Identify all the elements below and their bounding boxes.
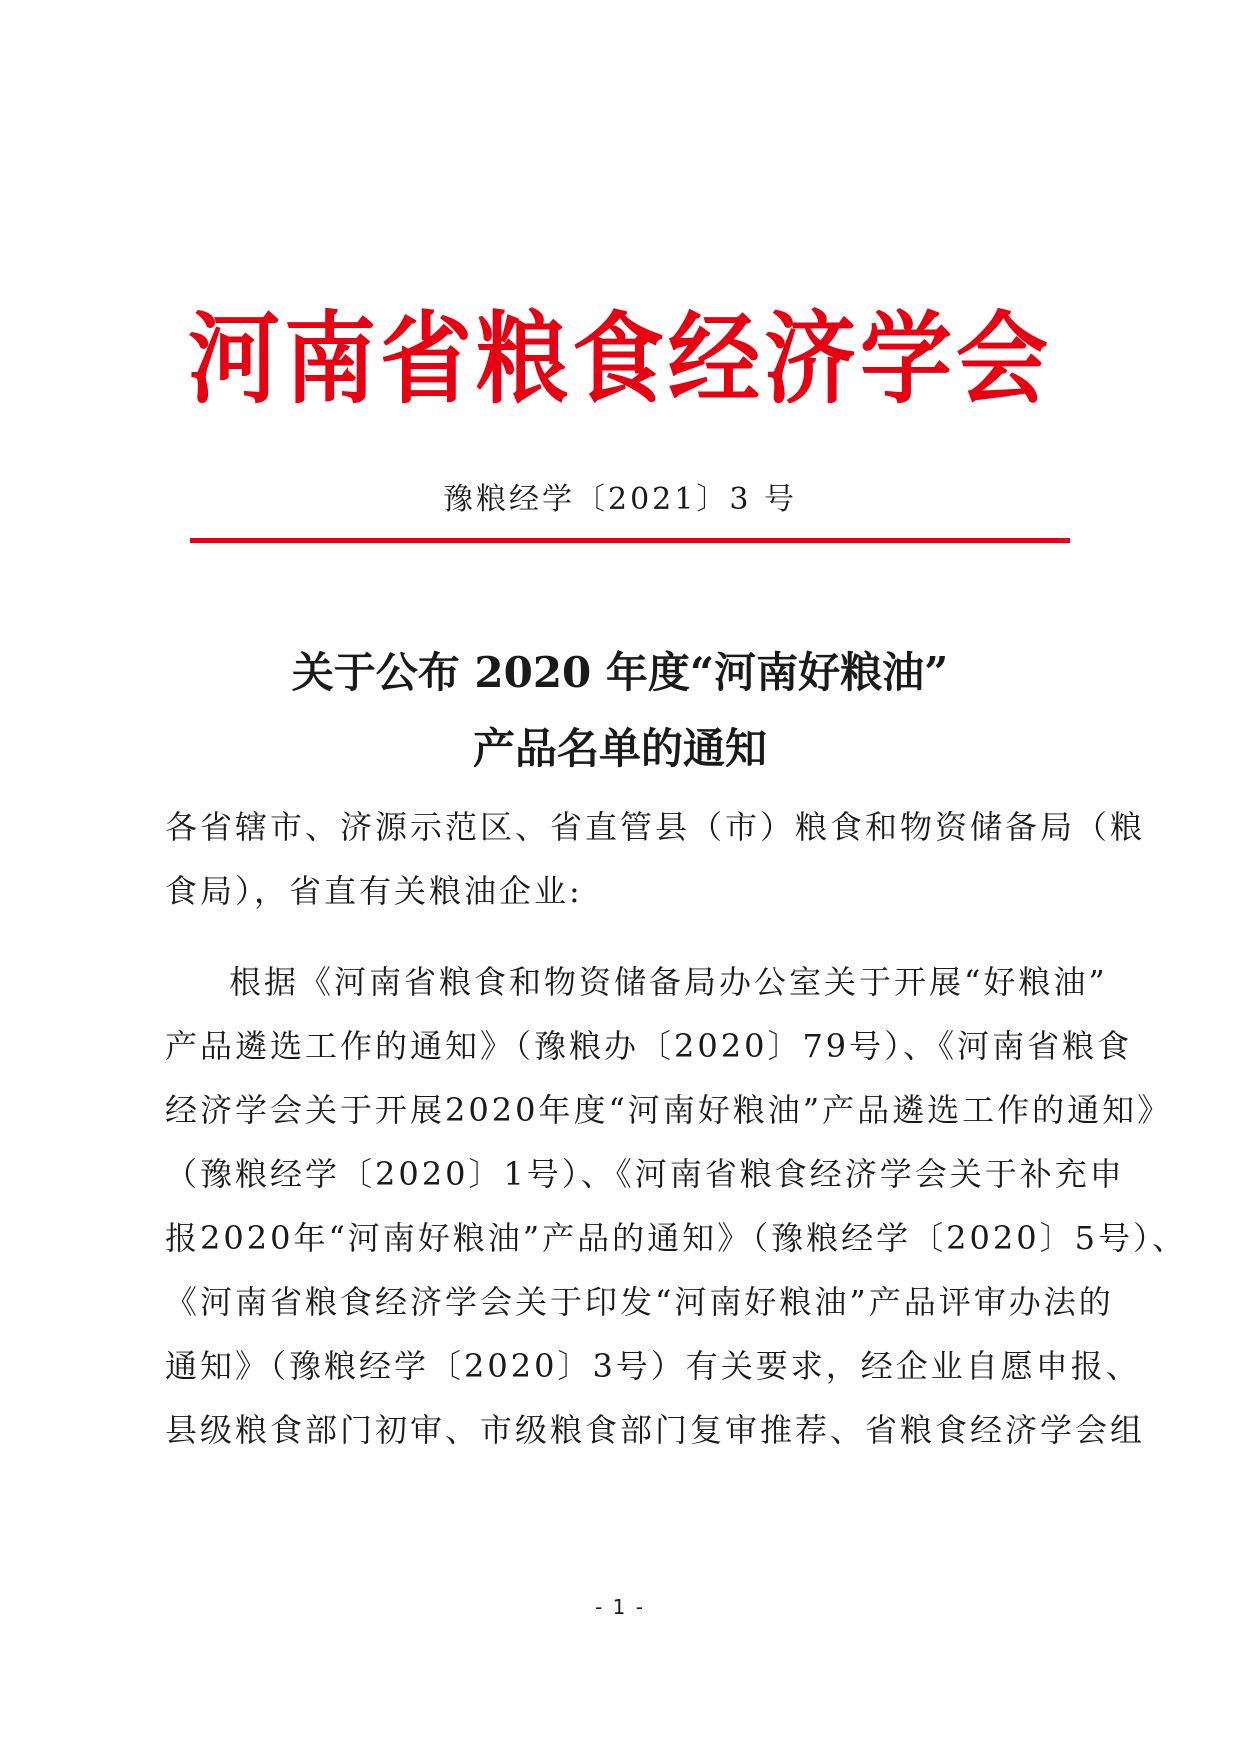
body-paragraph (165, 950, 1187, 1462)
paragraph-line: 《河南省粮食经济学会关于印发“河南好粮油”产品评审办法的 (165, 1283, 1114, 1321)
paragraph-line: 产品遴选工作的通知》（豫粮办〔2020〕79号）、《河南省粮食 (165, 1027, 1133, 1065)
paragraph-line: 通知》（豫粮经学〔2020〕3号）有关要求，经企业自愿申报、 (165, 1347, 1141, 1385)
addressee-line-2: 食局），省直有关粮油企业: (165, 872, 583, 910)
page-number: - 1 - (595, 1595, 645, 1619)
organization-title: 河南省粮食经济学会 (187, 301, 1052, 418)
paragraph-line: 县级粮食部门初审、市级粮食部门复审推荐、省粮食经济学会组 (165, 1411, 1146, 1449)
addressee-block (165, 795, 1146, 923)
paragraph-line: （豫粮经学〔2020〕1号）、《河南省粮食经济学会关于补充申 (165, 1155, 1125, 1193)
paragraph-line: 经济学会关于开展2020年度“河南好粮油”产品遴选工作的通知》 (165, 1091, 1173, 1129)
notice-title-line-1: 关于公布 2020 年度“河南好粮油” (291, 648, 949, 697)
notice-title (0, 635, 1240, 787)
red-divider-rule (190, 538, 1070, 543)
paragraph-line: 根据《河南省粮食和物资储备局办公室关于开展“好粮油” (229, 963, 1108, 1001)
addressee-line-1: 各省辖市、济源示范区、省直管县（市）粮食和物资储备局（粮 (165, 808, 1146, 846)
notice-title-line-2: 产品名单的通知 (472, 724, 767, 773)
paragraph-line: 报2020年“河南好粮油”产品的通知》（豫粮经学〔2020〕5号）、 (165, 1219, 1187, 1257)
document-number: 豫粮经学〔2021〕3 号 (443, 482, 797, 517)
